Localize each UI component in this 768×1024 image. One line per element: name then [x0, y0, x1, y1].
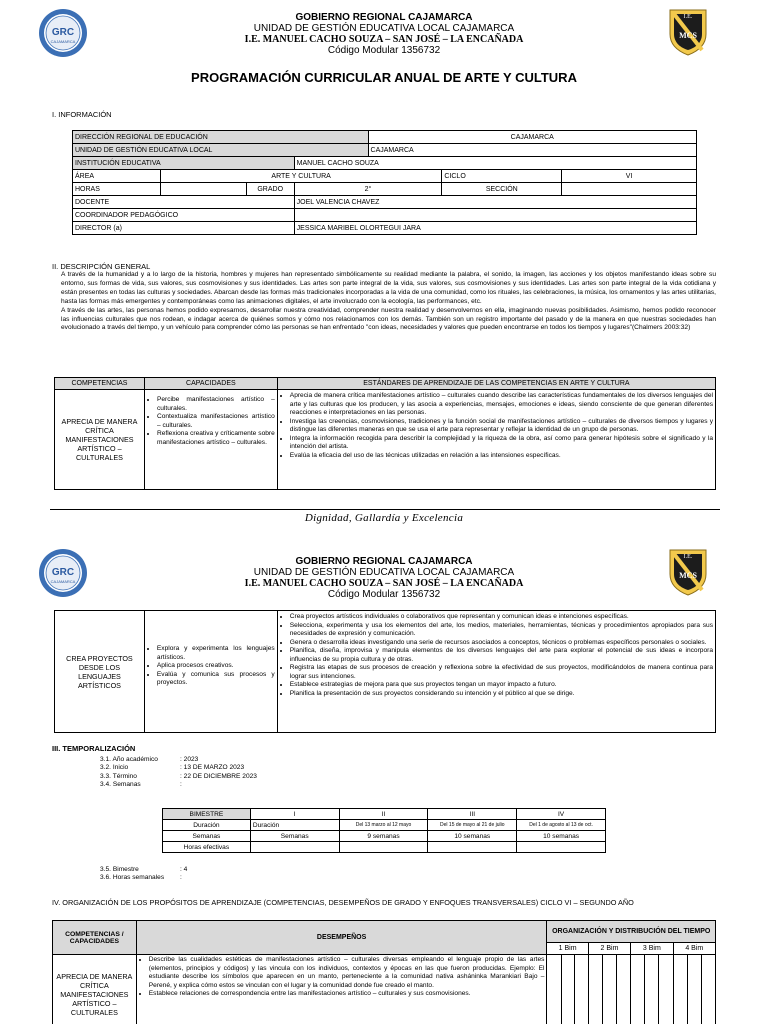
crest-ie: I.E. [683, 14, 693, 20]
temp-anio-label: 3.1. Año académico [100, 756, 158, 763]
temporalization-list [100, 756, 257, 789]
bim-col-4: IV [517, 809, 606, 820]
info-ugel-label: UNIDAD DE GESTIÓN EDUCATIVA LOCAL [73, 144, 369, 157]
capacity-item: • Percibe manifestaciones artístico – culturales. [157, 396, 275, 413]
bim-duracion-3: Del 15 de mayo al 21 de julio [428, 820, 517, 831]
temp-bimestre-label: 3.5. Bimestre [100, 866, 139, 873]
info-director-label: DIRECTOR (a) [73, 222, 295, 235]
bim-horas-label: Horas efectivas [163, 842, 251, 853]
info-director-value: JESSICA MARIBEL OLORTEGUI JARA [294, 222, 696, 235]
standard-item: • Selecciona, experimenta y usa los elementos del arte, los medios, materiales, herramientas, técnicas y procedimientos apropiados para sus necesidades de expresión y comunicación. [290, 622, 713, 639]
page2-header [0, 556, 768, 600]
performance-item: • Describe las cualidades estéticas de manifestaciones artístico – culturales diversas empleando el lenguaje propio de las artes (elementos, principios y códigos) y las vincula con los individuos, contextos y épocas en las que fueron producidas. Ejemplo: El estudiante describe los símbolos que aparecen en un manto, perteneciente a la comunidad nativa asháninka Marankiari Bajo – Perené, y explica cómo estos se vinculan con el lugar y la comunidad donde fue creado el manto. [149, 956, 545, 990]
grc-logo-text: GRC [51, 27, 75, 38]
temp-inicio-value: : 13 DE MARZO 2023 [180, 764, 245, 772]
info-horas-value [160, 183, 246, 196]
section-4-heading: IV. ORGANIZACIÓN DE LOS PROPÓSITOS DE APRENDIZAJE (COMPETENCIAS, DESEMPEÑOS DE GRADO Y ENFOQUES TRANSVERSALES) CICLO VI – SEGUNDO AÑO [52, 898, 634, 907]
bim-duracion-1: Duración [250, 820, 339, 831]
info-grado-value: 2° [294, 183, 442, 196]
standard-item: • Genera o desarrolla ideas investigando una serie de recursos asociados a conceptos, técnicos o problemas específicos personales o sociales. [290, 639, 713, 648]
org-bim-3: 3 Bim [631, 943, 673, 955]
org-des-header: DESEMPEÑOS [136, 921, 547, 955]
footer-rule [50, 509, 720, 510]
info-coord-value [294, 209, 696, 222]
comp-header: COMPETENCIAS [55, 378, 145, 390]
bim-header: BIMESTRE [163, 809, 251, 820]
standard-item: • Planifica, diseña, improvisa y manipula elementos de los diversos lenguajes del arte para explorar el potencial de sus ideas e incorpora influencias de su propia cultura y de otras. [290, 647, 713, 664]
capacities-1 [144, 390, 277, 490]
info-table [72, 130, 697, 235]
cap-header: CAPACIDADES [144, 378, 277, 390]
header-line2: UNIDAD DE GESTIÓN EDUCATIVA LOCAL CAJAMARCA [253, 567, 515, 578]
organization-table [52, 920, 716, 1024]
standard-item: • Integra la información recogida para describir la complejidad y la riqueza de la obra, así como para generar hipótesis sobre el significado y la intención del artista. [290, 435, 713, 452]
bimester-table [162, 808, 606, 853]
info-ie-label: INSTITUCIÓN EDUCATIVA [73, 157, 295, 170]
info-ciclo-label: CICLO [442, 170, 562, 183]
info-docente-value: JOEL VALENCIA CHAVEZ [294, 196, 696, 209]
header-line1: GOBIERNO REGIONAL CAJAMARCA [295, 556, 473, 567]
bim-col-2: II [339, 809, 428, 820]
header-line1: GOBIERNO REGIONAL CAJAMARCA [295, 12, 473, 23]
grc-logo-sub: CAJAMARCA [50, 579, 76, 584]
description-paragraph-1: A través de la humanidad y a lo largo de la historia, hombres y mujeres han representado simbólicamente su realidad mediante la palabra, el sonido, la imagen, las acciones y los objetos manifestando ideas sobre su entorno, sus formas de vida, sus valores, sus cosmovisiones y sus identidades. Las artes son parte integral de la vida, sus valores, sus cosmovisiones y sus identidades. Las artes son parte integral de la vida cotidiana y están presentes en todas las culturas y sociedades. Abarcan desde las formas más tradicionales incorporadas a la vida de una comunidad, como los rituales, las celebraciones, la música, los ornamentos y las artes utilitarias, hasta las formas más emergentes y contemporáneas como las animaciones digitales, el arte involucrado con la ecología, las performances, etc. [61, 271, 716, 305]
bim-semanas-1: Semanas [250, 831, 339, 842]
crest-ie: I.E. [683, 554, 693, 560]
footer-motto: Dignidad, Gallardía y Excelencia [304, 512, 464, 524]
description-paragraph-2: A través de las artes, las personas hemos podido expresarnos, desarrollar nuestra creatividad, comprender nuestra realidad y desenvolvernos en ella, imaginando nuevas posibilidades. Asimismo, hemos podido reconocer las influencias culturales que nos rodean, e indagar acerca de quiénes somos y cómo nos relacionamos con los demás. También son un registro importante del pasado y de la manera en que nuestras sociedades han evolucionado a través del tiempo, y un vehículo para comprender cómo las personas se han enfrentado "con ideas, necesidades y valores que pueden encontrarse en todos los tiempos y lugares"(Chalmers 2003:32) [61, 306, 716, 332]
info-ciclo-value: VI [562, 170, 697, 183]
bim-duracion-4: Del 1 de agosto al 13 de oct. [517, 820, 606, 831]
info-dre-label: DIRECCIÓN REGIONAL DE EDUCACIÓN [73, 131, 369, 144]
info-dre-value: CAJAMARCA [368, 131, 696, 144]
temp-semanas-value: : [180, 780, 182, 788]
temp-bimestre-value: : 4 [180, 866, 188, 873]
capacity-item: • Reflexiona creativa y críticamente sobre manifestaciones artístico – culturales. [157, 430, 275, 447]
temp-termino-value: : 22 DE DICIEMBRE 2023 [180, 772, 257, 780]
capacities-2 [144, 611, 277, 733]
bim-duracion-label: Duración [163, 820, 251, 831]
performance-item: • Establece relaciones de correspondencia entre las manifestaciones artístico – culturales y sus cosmovisiones. [149, 990, 545, 999]
section-3-heading: III. TEMPORALIZACIÓN [52, 744, 136, 753]
info-seccion-value [562, 183, 697, 196]
info-ie-value: MANUEL CACHO SOUZA [294, 157, 696, 170]
capacity-item: • Contextualiza manifestaciones artístico – culturales. [157, 413, 275, 430]
temp-horas-value: : [180, 874, 182, 882]
info-area-value: ARTE Y CULTURA [160, 170, 442, 183]
section-1-heading: I. INFORMACIÓN [52, 110, 112, 119]
capacity-item: • Explora y experimenta los lenguajes artísticos. [157, 645, 275, 662]
temp-semanas-label: 3.4. Semanas [100, 780, 141, 788]
standard-item: • Evalúa la eficacia del uso de las técnicas utilizadas en relación a las intensiones específicas. [290, 452, 713, 461]
header-line4: Código Modular 1356732 [327, 45, 441, 56]
capacity-item: • Evalúa y comunica sus procesos y proyectos. [157, 671, 275, 688]
temp-termino-label: 3.3. Término [100, 772, 137, 780]
grc-logo-text: GRC [51, 567, 75, 578]
info-area-label: ÁREA [73, 170, 161, 183]
crest-initials: MCS [679, 571, 697, 580]
page1-header [0, 12, 768, 56]
standards-header: ESTÁNDARES DE APRENDIZAJE DE LAS COMPETENCIAS EN ARTE Y CULTURA [277, 378, 715, 390]
standards-2 [277, 611, 715, 733]
competencies-table-cont [54, 610, 716, 733]
info-grado-label: GRADO [246, 183, 294, 196]
temp-horas-label: 3.6. Horas semanales [100, 874, 165, 882]
info-docente-label: DOCENTE [73, 196, 295, 209]
grc-logo-sub: CAJAMARCA [50, 39, 76, 44]
info-coord-label: COORDINADOR PEDAGÓGICO [73, 209, 295, 222]
competency-1: APRECIA DE MANERA CRÍTICA MANIFESTACIONES ARTÍSTICO – CULTURALES [55, 390, 145, 490]
standard-item: • Investiga las creencias, cosmovisiones, tradiciones y la función social de manifestaciones artístico – culturales de diversos tiempos y lugares y distingue las diferentes maneras en que se usa el arte para representar y reflejar la identidad de un grupo de personas. [290, 418, 713, 435]
org-performances [136, 955, 547, 1024]
competencies-table [54, 377, 716, 490]
crest-initials: MCS [679, 31, 697, 40]
org-bim-2: 2 Bim [588, 943, 630, 955]
bim-col-3: III [428, 809, 517, 820]
bim-semanas-label: Semanas [163, 831, 251, 842]
bim-semanas-4: 10 semanas [517, 831, 606, 842]
standards-1 [277, 390, 715, 490]
bim-semanas-3: 10 semanas [428, 831, 517, 842]
org-competency-1: APRECIA DE MANERA CRÍTICA MANIFESTACIONES ARTÍSTICO – CULTURALES [53, 955, 137, 1024]
competency-2: CREA PROYECTOS DESDE LOS LENGUAJES ARTÍSTICOS [55, 611, 145, 733]
temp-inicio-label: 3.2. Inicio [100, 764, 129, 772]
bim-col-1: I [250, 809, 339, 820]
standard-item: • Crea proyectos artísticos individuales o colaborativos que representan y comunican ideas e intenciones específicas. [290, 613, 713, 622]
temporalization-list-2 [100, 866, 187, 883]
info-seccion-label: SECCIÓN [442, 183, 562, 196]
standard-item: • Establece estrategias de mejora para que sus proyectos tengan un mayor impacto a futuro. [290, 681, 713, 690]
org-comp-header: COMPETENCIAS / CAPACIDADES [53, 921, 137, 955]
standard-item: • Registra las etapas de sus procesos de creación y reflexiona sobre la efectividad de sus proyectos, modificándolos de manera continua para lograr sus intenciones. [290, 664, 713, 681]
header-line2: UNIDAD DE GESTIÓN EDUCATIVA LOCAL CAJAMARCA [253, 23, 515, 34]
header-line3: I.E. MANUEL CACHO SOUZA – SAN JOSÉ – LA ENCAÑADA [244, 578, 524, 589]
info-horas-label: HORAS [73, 183, 161, 196]
page-title: PROGRAMACIÓN CURRICULAR ANUAL DE ARTE Y CULTURA [191, 70, 577, 85]
standard-item: • Aprecia de manera crítica manifestaciones artístico – culturales cuando describe las características fundamentales de los diversos lenguajes del arte y las culturas que los producen, y las asocia a experiencias, mensajes, emociones e ideas, siendo consciente de que generan diferentes reacciones e interpretaciones en las personas. [290, 392, 713, 418]
org-time-header: ORGANIZACIÓN Y DISTRIBUCIÓN DEL TIEMPO [547, 921, 716, 943]
header-line4: Código Modular 1356732 [327, 589, 441, 600]
temp-anio-value: : 2023 [180, 756, 199, 763]
general-description [61, 271, 716, 333]
bim-semanas-2: 9 semanas [339, 831, 428, 842]
org-bim-4: 4 Bim [673, 943, 715, 955]
info-ugel-value: CAJAMARCA [368, 144, 696, 157]
capacity-item: • Aplica procesos creativos. [157, 662, 275, 671]
standard-item: • Planifica la presentación de sus proyectos considerando su intención y el público al que se dirige. [290, 690, 713, 699]
org-bim-1: 1 Bim [547, 943, 588, 955]
header-line3: I.E. MANUEL CACHO SOUZA – SAN JOSÉ – LA ENCAÑADA [244, 34, 524, 45]
bim-duracion-2: Del 13 marzo al 12 mayo [339, 820, 428, 831]
section-2-heading: II. DESCRIPCIÓN GENERAL [52, 262, 151, 271]
